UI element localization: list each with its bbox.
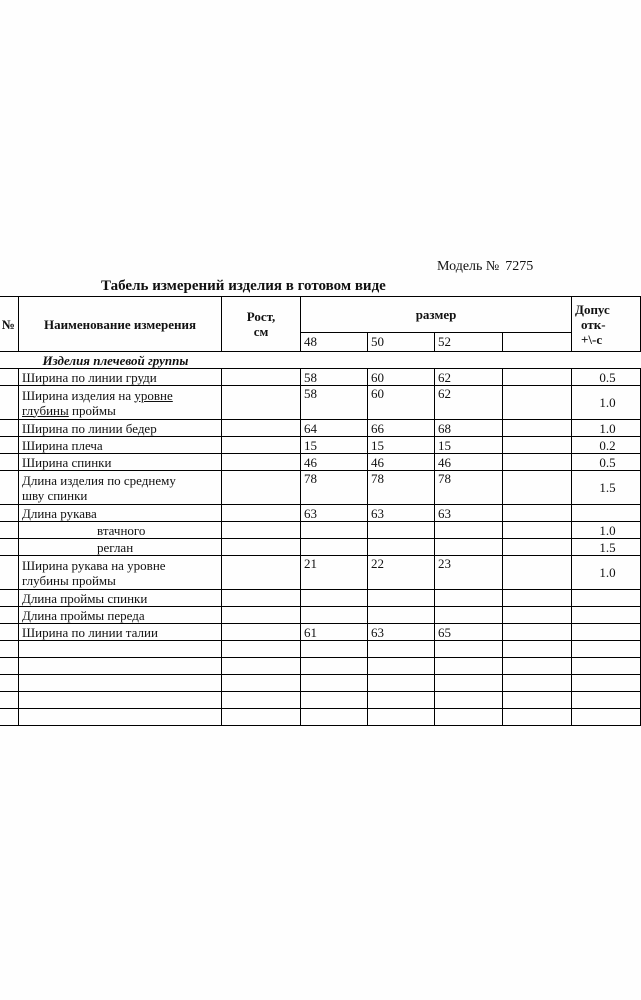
size-48: 48 [301,332,368,351]
row-size-52: 65 [435,624,503,641]
row-tolerance: 1.0 [572,420,641,437]
col-header-height [222,297,301,352]
row-size-48: 61 [301,624,368,641]
row-size-52: 15 [435,437,503,454]
row-size-48: 46 [301,454,368,471]
row-size-50: 15 [368,437,435,454]
row-size-48: 64 [301,420,368,437]
row-num [0,590,19,607]
row-name [19,556,222,590]
row-size-48 [301,607,368,624]
row-size-extra [503,624,572,641]
row-size-extra [503,369,572,386]
row-name: втачного [19,522,222,539]
row-num [0,437,19,454]
table-row [0,522,641,539]
size-extra [503,332,572,351]
empty-row [0,692,641,709]
row-height [222,471,301,505]
row-size-extra [503,471,572,505]
table-row [0,556,641,590]
row-size-48 [301,590,368,607]
table-row [0,590,641,607]
row-size-extra [503,539,572,556]
row-name-line2: шву спинки [22,487,88,503]
row-size-50: 60 [368,386,435,420]
group-label: Изделия плечевой группы [0,352,641,369]
row-name: Ширина спинки [19,454,222,471]
row-size-52: 63 [435,505,503,522]
table-row [0,505,641,522]
row-size-52: 23 [435,556,503,590]
table-row [0,471,641,505]
row-num [0,624,19,641]
row-tolerance [572,607,641,624]
col-header-tolerance-line3: +\-с [581,331,603,347]
row-tolerance: 1.0 [572,556,641,590]
row-size-extra [503,556,572,590]
row-name: Ширина по линии талии [19,624,222,641]
size-50: 50 [368,332,435,351]
row-size-48 [301,522,368,539]
model-number-label [437,259,533,275]
row-num [0,386,19,420]
row-height [222,369,301,386]
row-size-48: 78 [301,471,368,505]
row-size-52 [435,539,503,556]
row-name: Ширина плеча [19,437,222,454]
row-name: Длина проймы переда [19,607,222,624]
row-size-50: 46 [368,454,435,471]
row-size-52 [435,522,503,539]
row-tolerance [572,505,641,522]
row-num [0,420,19,437]
model-number: 7275 [505,259,534,274]
row-size-52: 78 [435,471,503,505]
row-name: Длина рукава [19,505,222,522]
row-num [0,539,19,556]
row-tolerance: 0.5 [572,454,641,471]
row-name: реглан [19,539,222,556]
empty-row [0,675,641,692]
row-size-extra [503,590,572,607]
row-size-50 [368,539,435,556]
row-size-extra [503,522,572,539]
empty-row [0,709,641,726]
row-size-48: 21 [301,556,368,590]
table-row [0,437,641,454]
row-height [222,590,301,607]
row-name: Ширина по линии груди [19,369,222,386]
row-name-underlined: глубины [22,402,69,418]
row-tolerance: 1.0 [572,522,641,539]
group-row [0,352,641,369]
row-size-52: 68 [435,420,503,437]
row-num [0,471,19,505]
row-size-50: 66 [368,420,435,437]
row-num [0,556,19,590]
row-height [222,522,301,539]
table-row [0,454,641,471]
row-size-50 [368,590,435,607]
row-name-line1: Ширина рукава на уровне [22,557,166,573]
row-height [222,505,301,522]
row-tolerance: 1.5 [572,471,641,505]
row-height [222,386,301,420]
row-size-50: 22 [368,556,435,590]
row-size-52: 62 [435,369,503,386]
row-tolerance: 0.5 [572,369,641,386]
col-header-height-line2: см [253,324,269,339]
row-size-52: 46 [435,454,503,471]
row-num [0,369,19,386]
row-size-48: 58 [301,369,368,386]
row-size-50: 63 [368,624,435,641]
row-tolerance: 0.2 [572,437,641,454]
row-name [19,386,222,420]
row-size-50: 78 [368,471,435,505]
row-tolerance [572,624,641,641]
row-name-part: Ширина изделия на [22,387,135,403]
row-size-extra [503,607,572,624]
row-size-50 [368,522,435,539]
row-name: Длина проймы спинки [19,590,222,607]
table-row [0,369,641,386]
col-header-name: Наименование измерения [19,297,222,352]
row-num [0,607,19,624]
table-row [0,386,641,420]
col-header-tolerance-line1: Допус [575,301,610,317]
row-size-52 [435,590,503,607]
row-size-extra [503,437,572,454]
row-height [222,437,301,454]
row-size-52: 62 [435,386,503,420]
row-size-extra [503,454,572,471]
row-tolerance [572,590,641,607]
row-name-underlined: уровне [134,387,173,403]
row-size-extra [503,420,572,437]
row-tolerance: 1.0 [572,386,641,420]
row-height [222,454,301,471]
table-row [0,420,641,437]
col-header-tolerance [572,297,641,352]
row-size-48: 63 [301,505,368,522]
empty-row [0,658,641,675]
size-52: 52 [435,332,503,351]
col-header-num: № [0,297,19,352]
row-name-part: проймы [68,402,116,418]
col-header-tolerance-line2: отк- [581,316,606,332]
row-size-48: 58 [301,386,368,420]
row-name: Ширина по линии бедер [19,420,222,437]
row-height [222,420,301,437]
row-name-line2: глубины проймы [22,572,116,588]
col-header-size: размер [301,297,572,333]
row-num [0,522,19,539]
measurement-table [0,296,641,726]
row-name [19,471,222,505]
row-num [0,505,19,522]
col-header-height-line1: Рост, [246,309,276,324]
table-row [0,624,641,641]
table-header-row [0,297,641,333]
table-row [0,607,641,624]
row-size-48: 15 [301,437,368,454]
row-height [222,607,301,624]
row-size-50: 60 [368,369,435,386]
row-height [222,539,301,556]
row-tolerance: 1.5 [572,539,641,556]
row-size-52 [435,607,503,624]
empty-row [0,641,641,658]
table-row [0,539,641,556]
measurement-sheet [0,296,616,748]
model-label: Модель № [437,259,500,274]
row-size-extra [503,386,572,420]
row-num [0,454,19,471]
document-title: Табель измерений изделия в готовом виде [101,278,386,294]
row-height [222,556,301,590]
row-size-50 [368,607,435,624]
row-size-48 [301,539,368,556]
row-name-line1: Длина изделия по среднему [22,472,176,488]
row-size-extra [503,505,572,522]
row-height [222,624,301,641]
row-size-50: 63 [368,505,435,522]
